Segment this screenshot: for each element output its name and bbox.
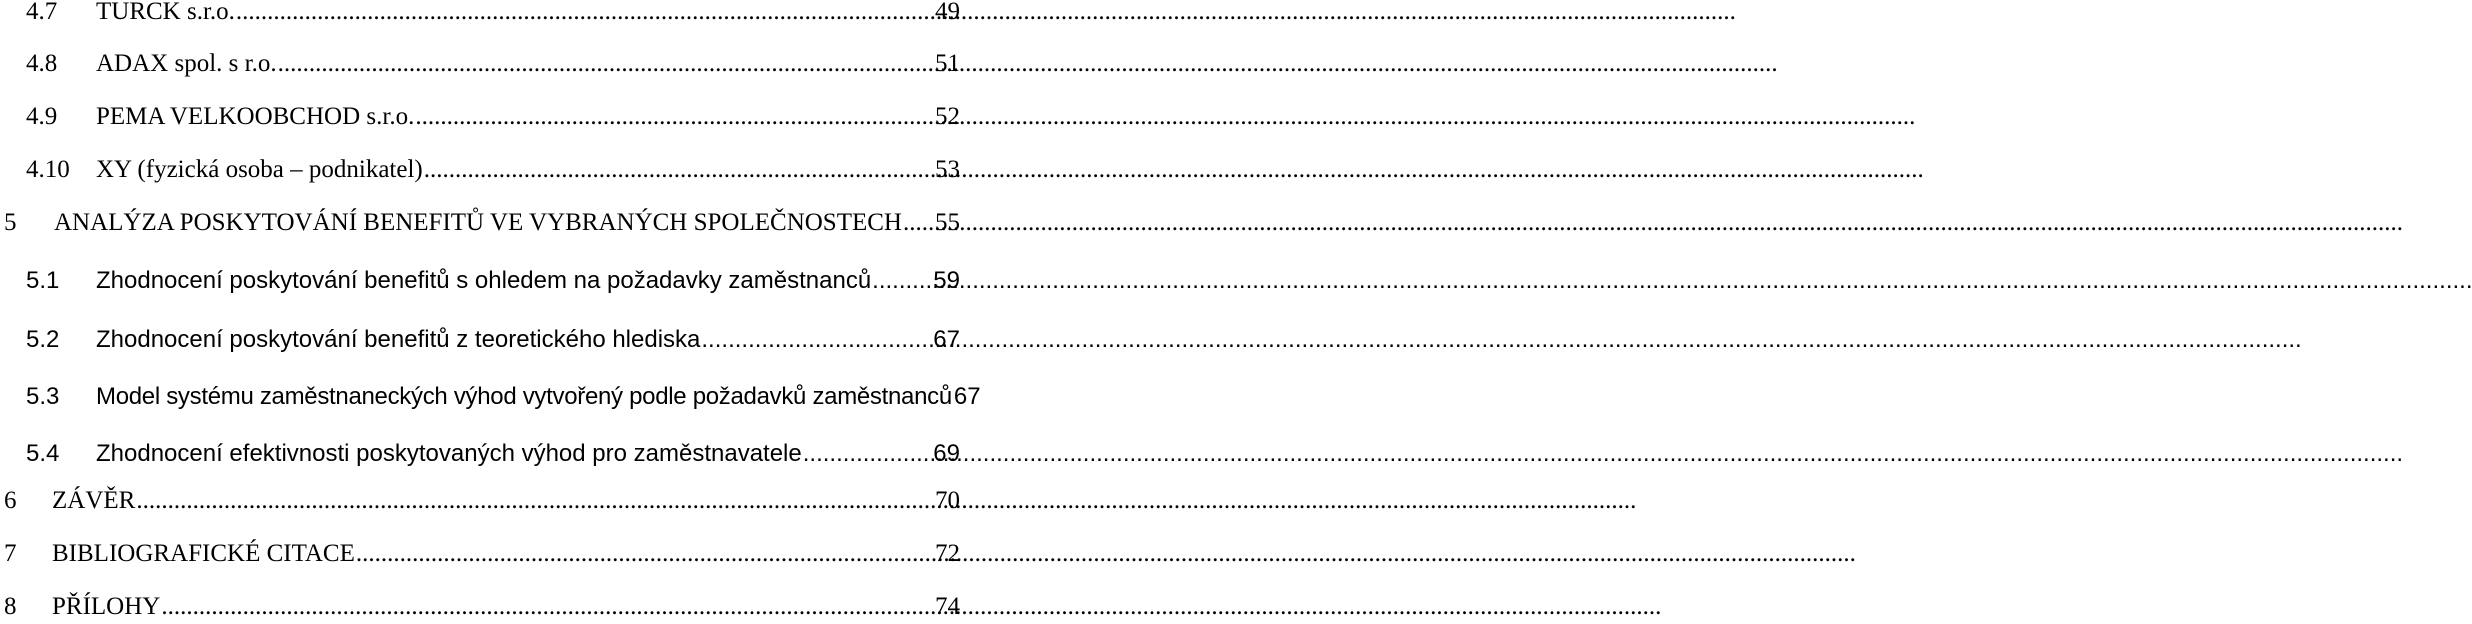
toc-leader-dots xyxy=(278,47,934,81)
toc-entry-title: BIBLIOGRAFICKÉ CITACE xyxy=(52,540,355,567)
toc-leader-dots xyxy=(872,264,932,298)
toc-entry-page: 70 xyxy=(935,487,960,514)
toc-entry-page: 67 xyxy=(933,326,960,353)
toc-entry-title: TURCK s.r.o. xyxy=(96,0,235,25)
toc-entry-page: 72 xyxy=(935,540,960,567)
toc-entry-number: 4.7 xyxy=(26,0,58,25)
toc-entry-page: 49 xyxy=(935,0,960,25)
toc-entry-title: Zhodnocení poskytování benefitů z teoretického hlediska xyxy=(96,326,701,353)
toc-leader-dots xyxy=(415,100,934,134)
toc-entry-title: PEMA VELKOOBCHOD s.r.o. xyxy=(96,103,415,130)
toc-entry[interactable] xyxy=(0,323,960,357)
toc-entry-title: XY (fyzická osoba – podnikatel) xyxy=(96,156,423,183)
toc-entry-page: 74 xyxy=(935,593,960,620)
toc-entry[interactable] xyxy=(4,590,960,624)
toc-entry-page: 51 xyxy=(935,50,960,77)
toc-entry-number: 5.4 xyxy=(26,440,60,467)
toc-entry-title: Zhodnocení poskytování benefitů s ohledem na požadavky zaměstnanců xyxy=(96,267,872,294)
toc-entry[interactable] xyxy=(4,537,960,571)
toc-leader-dots xyxy=(236,0,934,29)
toc-entry-page: 53 xyxy=(935,156,960,183)
toc-entry[interactable] xyxy=(4,206,960,240)
toc-entry-number: 5.3 xyxy=(26,383,60,410)
toc-entry-number: 5.1 xyxy=(26,267,60,294)
toc-leader-dots xyxy=(356,537,934,571)
toc-entry-title: ADAX spol. s r.o. xyxy=(96,50,277,77)
toc-entry[interactable] xyxy=(0,153,960,187)
toc-entry[interactable] xyxy=(0,264,960,298)
toc-entry-number: 5 xyxy=(4,209,17,236)
toc-leader-dots xyxy=(424,153,934,187)
toc-entry-title: ANALÝZA POSKYTOVÁNÍ BENEFITŮ VE VYBRANÝCH SPOLEČNOSTECH xyxy=(54,209,902,236)
toc-leader-dots xyxy=(903,206,934,240)
toc-entry-title: ZÁVĚR xyxy=(52,487,136,514)
toc-entry-number: 4.10 xyxy=(26,156,70,183)
toc-entry-number: 8 xyxy=(4,593,17,620)
toc-entry[interactable] xyxy=(0,47,960,81)
toc-entry-number: 4.8 xyxy=(26,50,58,77)
toc-leader-dots xyxy=(161,590,934,624)
toc-entry[interactable] xyxy=(0,380,981,414)
toc-entry[interactable] xyxy=(0,0,960,29)
toc-leader-dots xyxy=(701,323,932,357)
toc-entry-number: 6 xyxy=(4,487,17,514)
toc-entry-page: 55 xyxy=(935,209,960,236)
toc-entry-page: 59 xyxy=(933,267,960,294)
toc-entry-title: Model systému zaměstnaneckých výhod vytvořený podle požadavků zaměstnanců xyxy=(96,383,952,410)
table-of-contents xyxy=(0,0,981,620)
toc-entry[interactable] xyxy=(4,484,960,518)
toc-entry-number: 7 xyxy=(4,540,17,567)
toc-entry-title: Zhodnocení efektivnosti poskytovaných výhod pro zaměstnavatele xyxy=(96,440,802,467)
toc-entry[interactable] xyxy=(0,437,960,471)
toc-leader-dots xyxy=(136,484,934,518)
toc-entry-page: 67 xyxy=(953,383,981,410)
toc-entry-number: 5.2 xyxy=(26,326,60,353)
toc-entry[interactable] xyxy=(0,100,960,134)
toc-entry-title: PŘÍLOHY xyxy=(52,593,161,620)
toc-entry-page: 69 xyxy=(933,440,960,467)
toc-entry-page: 52 xyxy=(935,103,960,130)
toc-entry-number: 4.9 xyxy=(26,103,58,130)
toc-leader-dots xyxy=(803,437,933,471)
